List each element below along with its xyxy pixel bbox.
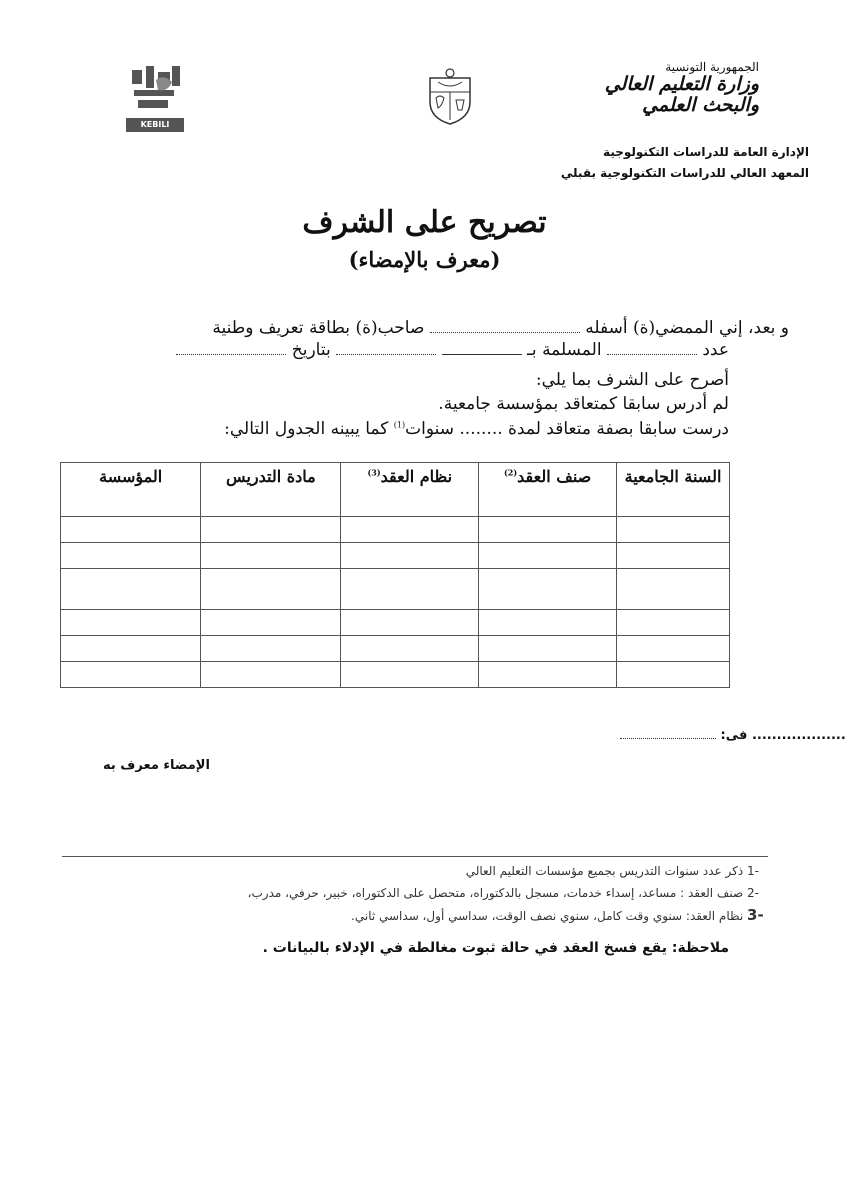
place-field[interactable] — [620, 729, 716, 739]
remark-note: ملاحظة: يقع فسخ العقد في حالة ثبوت مغالطة في الإدلاء بالبيانات . — [262, 940, 729, 956]
declaration-l2-c: بتاريخ — [291, 340, 331, 360]
issued-at-field-extra[interactable] — [336, 342, 436, 355]
column-header-contract-system: نظام العقد$^{(3)}$ — [341, 463, 479, 517]
table-row — [61, 662, 730, 688]
signature-label: الإمضاء معرف به — [103, 758, 210, 773]
issue-date-field[interactable] — [176, 342, 286, 355]
declaration-line-1 — [212, 318, 789, 338]
place-line — [620, 728, 846, 743]
declaration-l5-b: كما يبينه الجدول التالي: — [224, 419, 389, 439]
place-label: فى: — [720, 728, 748, 743]
declaration-line-3: أصرح على الشرف بما يلي: — [535, 370, 729, 390]
republic-label: الجمهورية التونسية — [665, 60, 759, 74]
declaration-l1-b: صاحب(ة) بطاقة تعريف وطنية — [212, 318, 425, 338]
place-dots: ................... — [751, 728, 846, 743]
ministry-name-line2: والبحث العلمي — [642, 93, 759, 116]
footnote-divider — [62, 856, 768, 857]
declaration-line-5 — [224, 419, 729, 439]
table-row — [61, 636, 730, 662]
footnote-ref-1: (1) — [393, 420, 406, 430]
id-number-field[interactable] — [607, 342, 697, 355]
institute-logo-icon — [126, 62, 184, 114]
ministry-header — [559, 60, 759, 116]
declaration-line-4: لم أدرس سابقا كمتعاقد بمؤسسة جامعية. — [438, 394, 729, 414]
table-row — [61, 610, 730, 636]
table-row — [61, 543, 730, 569]
column-header-subject: مادة التدريس — [201, 463, 341, 517]
tunisia-emblem-icon — [424, 68, 476, 126]
declaration-l2-b: المسلمة بـ — [526, 340, 602, 360]
footnote-item — [69, 882, 769, 904]
column-header-institution: المؤسسة — [61, 463, 201, 517]
footnote-number: -3 — [747, 906, 764, 924]
declaration-line-2 — [176, 340, 729, 360]
table-row — [61, 569, 730, 610]
footnote-number: -1 — [747, 864, 759, 878]
name-field[interactable] — [430, 320, 580, 333]
footnote-text: صنف العقد : مساعد، إسداء خدمات، مسجل بالدكتوراه، متحصل على الدكتوراه، خبير، حرفي، مدرب، — [247, 886, 744, 900]
column-header-academic-year: السنة الجامعية — [617, 463, 730, 517]
footnote-item — [69, 904, 769, 927]
directorate-name: الإدارة العامة للدراسات التكنولوجية — [603, 145, 809, 159]
ministry-name-line1: وزارة التعليم العالي — [604, 73, 759, 95]
footnote-number: -2 — [747, 886, 759, 900]
footnotes — [69, 860, 769, 927]
table-row — [61, 517, 730, 543]
declaration-l2-a: عدد — [702, 340, 729, 360]
declaration-l5-a: درست سابقا بصفة متعاقد لمدة ........ سنوات — [405, 419, 729, 439]
column-header-contract-type: صنف العقد$^{(2)}$ — [479, 463, 617, 517]
page-subtitle: (معرف بالإمضاء) — [348, 247, 501, 272]
table-header-row — [61, 463, 730, 517]
declaration-l1-a: و بعد، إني الممضي(ة) أسفله — [585, 318, 789, 338]
logo-caption: KEBILI — [126, 118, 184, 132]
footnote-item — [69, 860, 769, 882]
contracts-table — [60, 462, 730, 688]
footnote-text: نظام العقد: سنوي وقت كامل، سنوي نصف الوقت، سداسي أول، سداسي ثاني. — [351, 909, 744, 923]
institute-name: المعهد العالي للدراسات التكنولوجية بقبلي — [560, 166, 809, 180]
page-title: تصريح على الشرف — [302, 205, 547, 240]
institute-logo — [126, 62, 184, 130]
issued-at-field[interactable] — [442, 342, 522, 355]
footnote-text: ذكر عدد سنوات التدريس بجميع مؤسسات التعليم العالي — [465, 864, 744, 878]
institution-block — [409, 142, 809, 184]
